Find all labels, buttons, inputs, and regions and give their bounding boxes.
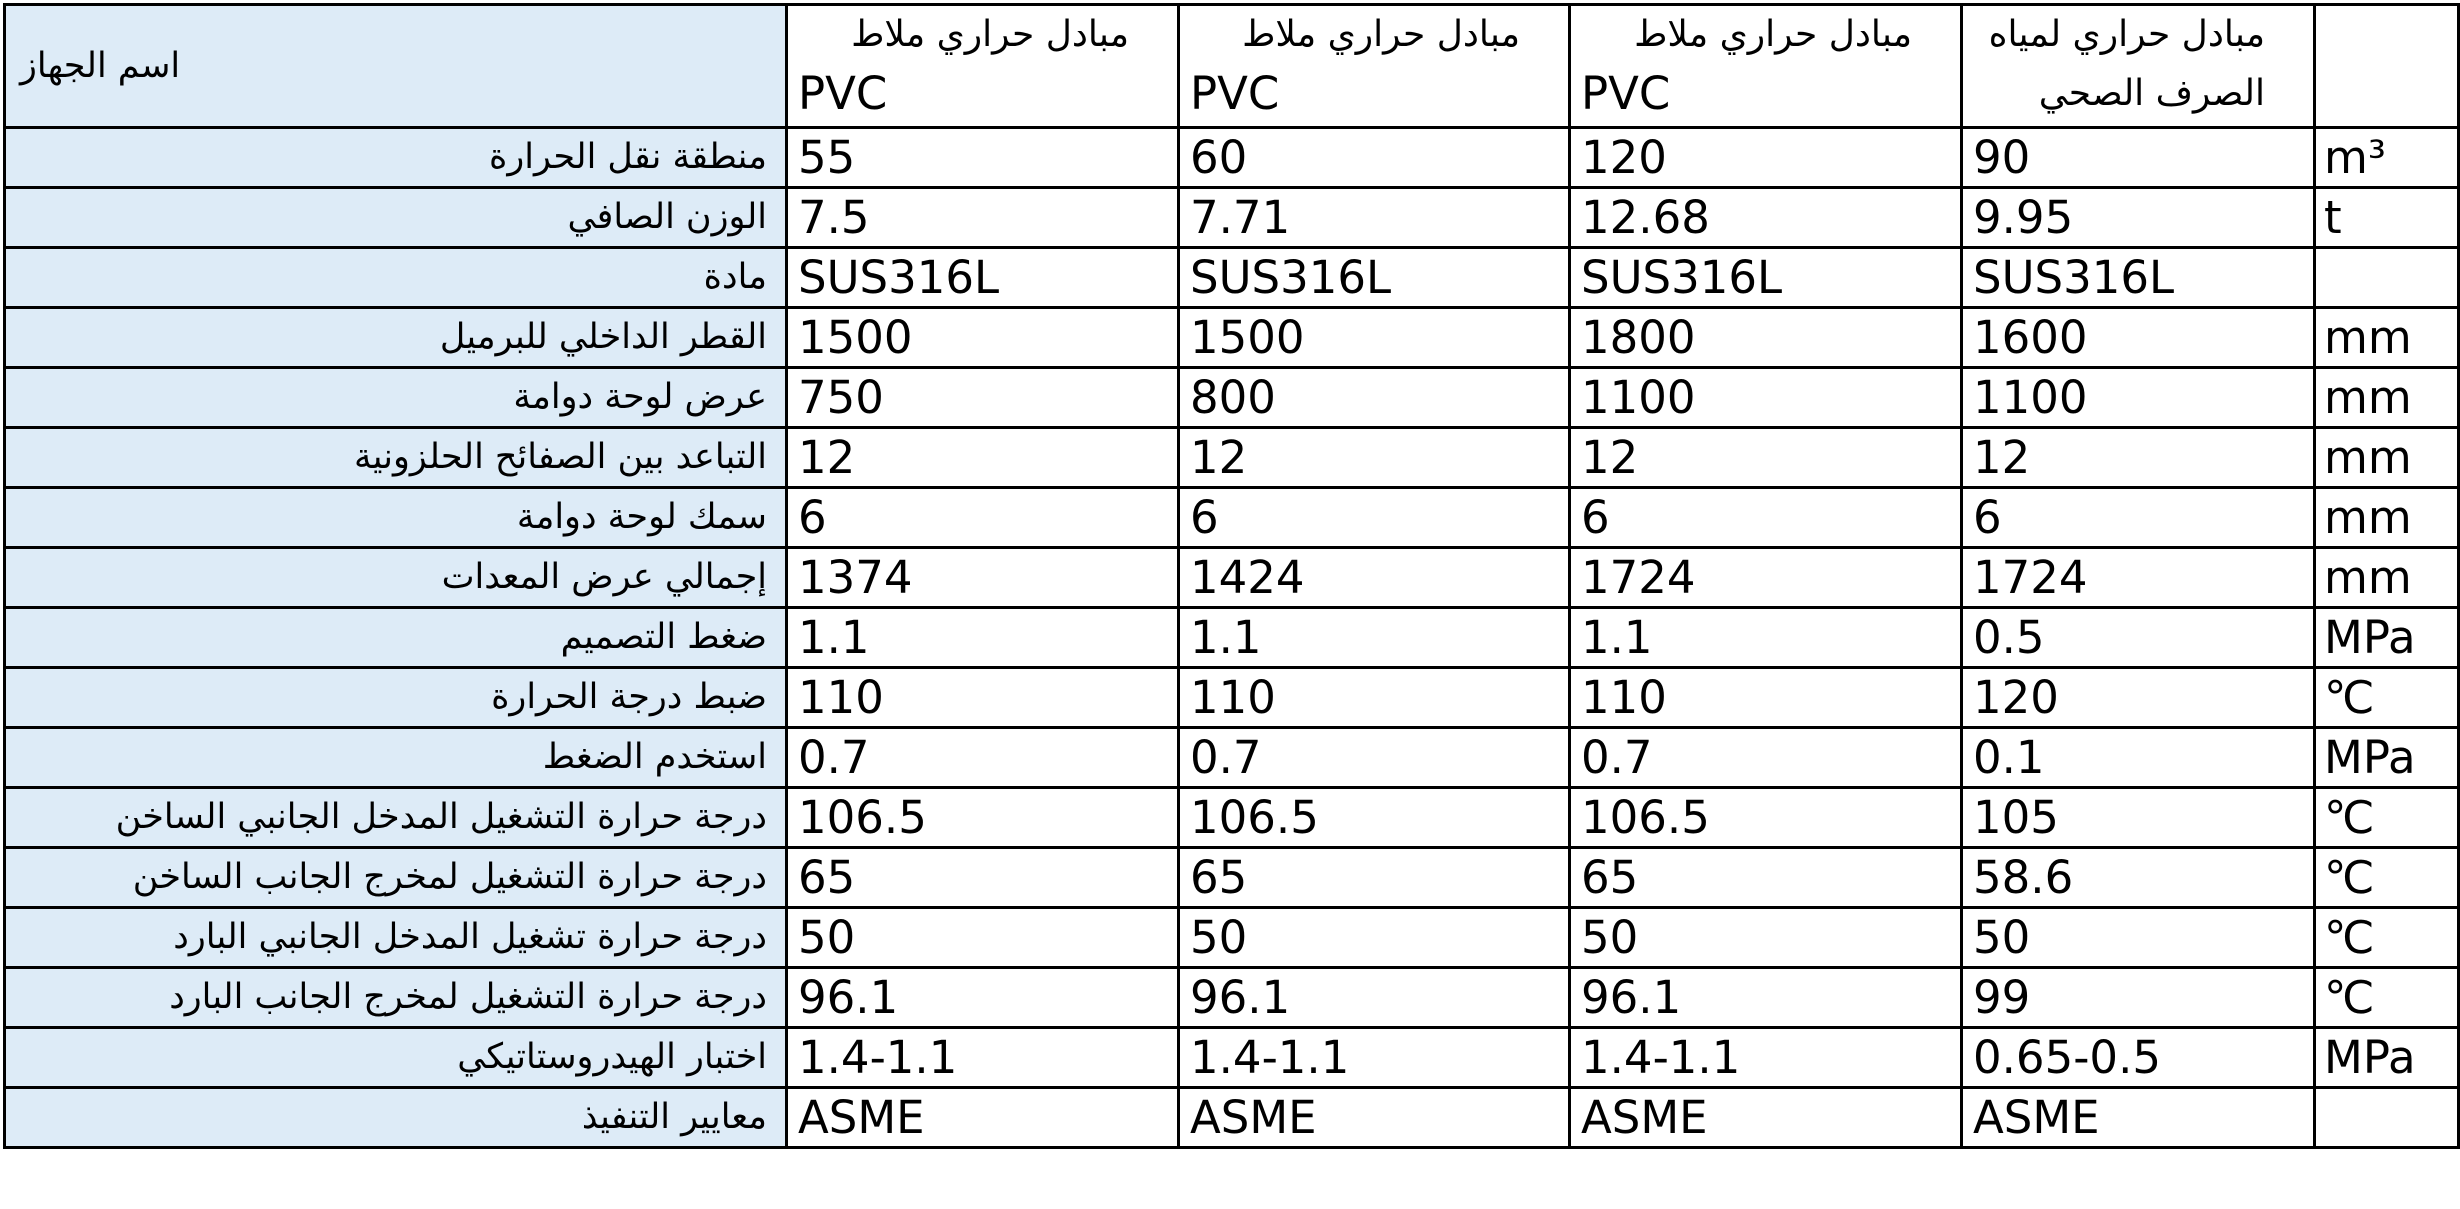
value-cell: 0.7 [1179,728,1570,788]
table-row [5,728,2459,788]
value-cell: 50 [787,908,1179,968]
value-cell: 1724 [1962,548,2315,608]
value-cell: 0.7 [1570,728,1962,788]
unit-cell: ℃ [2315,788,2459,848]
unit-cell [2315,248,2459,308]
header-row [5,5,2459,128]
unit-header [2315,5,2459,128]
column-header-subtitle: PVC [1190,67,1280,120]
unit-cell: mm [2315,548,2459,608]
device-name-header: اسم الجهاز [5,5,787,128]
row-label: ضبط درجة الحرارة [5,668,787,728]
row-label: درجة حرارة تشغيل المدخل الجانبي البارد [5,908,787,968]
value-cell: 12 [787,428,1179,488]
value-cell: 12 [1570,428,1962,488]
value-cell: 120 [1570,128,1962,188]
row-label: التباعد بين الصفائح الحلزونية [5,428,787,488]
value-cell: 1600 [1962,308,2315,368]
value-cell: 1100 [1570,368,1962,428]
value-cell: 750 [787,368,1179,428]
unit-cell: mm [2315,488,2459,548]
value-cell: 90 [1962,128,2315,188]
value-cell: 99 [1962,968,2315,1028]
value-cell: 50 [1179,908,1570,968]
row-label: سمك لوحة دوامة [5,488,787,548]
value-cell: 6 [787,488,1179,548]
value-cell: 1800 [1570,308,1962,368]
row-label: استخدم الضغط [5,728,787,788]
value-cell: 96.1 [787,968,1179,1028]
row-label: مادة [5,248,787,308]
unit-cell: ℃ [2315,668,2459,728]
row-label: إجمالي عرض المعدات [5,548,787,608]
table-row [5,608,2459,668]
value-cell: 106.5 [1179,788,1570,848]
value-cell: 7.5 [787,188,1179,248]
column-header-2 [1179,5,1570,128]
value-cell: 106.5 [1570,788,1962,848]
table-row [5,1088,2459,1148]
value-cell: 1424 [1179,548,1570,608]
row-label: درجة حرارة التشغيل لمخرج الجانب الساخن [5,848,787,908]
column-header-title: مبادل حراري ملاط [851,14,1129,55]
value-cell: 110 [1570,668,1962,728]
table-row [5,848,2459,908]
value-cell: SUS316L [1570,248,1962,308]
row-label: منطقة نقل الحرارة [5,128,787,188]
row-label: القطر الداخلي للبرميل [5,308,787,368]
unit-cell: mm [2315,428,2459,488]
value-cell: 106.5 [787,788,1179,848]
table-row [5,488,2459,548]
value-cell: 6 [1962,488,2315,548]
value-cell: 60 [1179,128,1570,188]
value-cell: 65 [787,848,1179,908]
value-cell: ASME [1962,1088,2315,1148]
table-row [5,548,2459,608]
column-header-3 [1570,5,1962,128]
value-cell: 1.1 [1570,608,1962,668]
value-cell: 12 [1962,428,2315,488]
column-header-subtitle: الصرف الصحي [2038,73,2265,114]
value-cell: 65 [1179,848,1570,908]
value-cell: 1.1 [1179,608,1570,668]
value-cell: 1724 [1570,548,1962,608]
column-header-subtitle: PVC [798,67,888,120]
table-row [5,248,2459,308]
value-cell: 12 [1179,428,1570,488]
column-header-title: مبادل حراري ملاط [1242,14,1520,55]
value-cell: 1500 [787,308,1179,368]
unit-cell: mm [2315,368,2459,428]
row-label: ضغط التصميم [5,608,787,668]
table-row [5,1028,2459,1088]
value-cell: 6 [1179,488,1570,548]
value-cell: 50 [1962,908,2315,968]
value-cell: 0.1 [1962,728,2315,788]
row-label: الوزن الصافي [5,188,787,248]
column-header-title: مبادل حراري ملاط [1634,14,1912,55]
unit-cell: ℃ [2315,908,2459,968]
value-cell: 6 [1570,488,1962,548]
value-cell: 110 [1179,668,1570,728]
value-cell: ASME [1179,1088,1570,1148]
value-cell: 1100 [1962,368,2315,428]
unit-cell: ℃ [2315,848,2459,908]
row-label: درجة حرارة التشغيل المدخل الجانبي الساخن [5,788,787,848]
value-cell: 110 [787,668,1179,728]
value-cell: 9.95 [1962,188,2315,248]
unit-cell: MPa [2315,608,2459,668]
value-cell: 55 [787,128,1179,188]
column-header-subtitle: PVC [1581,67,1671,120]
table-row [5,428,2459,488]
column-header-1 [787,5,1179,128]
table-row [5,968,2459,1028]
value-cell: 12.68 [1570,188,1962,248]
table-row [5,788,2459,848]
unit-cell: t [2315,188,2459,248]
value-cell: 50 [1570,908,1962,968]
value-cell: 1.4-1.1 [1570,1028,1962,1088]
value-cell: SUS316L [787,248,1179,308]
row-label: درجة حرارة التشغيل لمخرج الجانب البارد [5,968,787,1028]
specification-table [3,3,2460,1149]
value-cell: 1500 [1179,308,1570,368]
value-cell: 105 [1962,788,2315,848]
value-cell: 0.5 [1962,608,2315,668]
column-header-4 [1962,5,2315,128]
value-cell: 800 [1179,368,1570,428]
value-cell: SUS316L [1962,248,2315,308]
value-cell: 96.1 [1179,968,1570,1028]
specification-table-body [5,5,2459,1148]
table-row [5,668,2459,728]
table-row [5,128,2459,188]
value-cell: 1374 [787,548,1179,608]
value-cell: 1.4-1.1 [787,1028,1179,1088]
unit-cell: mm [2315,308,2459,368]
value-cell: 1.1 [787,608,1179,668]
unit-cell: MPa [2315,1028,2459,1088]
unit-cell: m³ [2315,128,2459,188]
table-row [5,188,2459,248]
table-row [5,368,2459,428]
value-cell: 0.7 [787,728,1179,788]
table-row [5,308,2459,368]
column-header-title: مبادل حراري لمياه [1988,14,2265,55]
row-label: معايير التنفيذ [5,1088,787,1148]
table-row [5,908,2459,968]
value-cell: 7.71 [1179,188,1570,248]
value-cell: 58.6 [1962,848,2315,908]
unit-cell: ℃ [2315,968,2459,1028]
value-cell: 120 [1962,668,2315,728]
value-cell: 65 [1570,848,1962,908]
value-cell: 96.1 [1570,968,1962,1028]
unit-cell: MPa [2315,728,2459,788]
value-cell: SUS316L [1179,248,1570,308]
row-label: اختبار الهيدروستاتيكي [5,1028,787,1088]
value-cell: 1.4-1.1 [1179,1028,1570,1088]
value-cell: ASME [1570,1088,1962,1148]
value-cell: 0.65-0.5 [1962,1028,2315,1088]
value-cell: ASME [787,1088,1179,1148]
row-label: عرض لوحة دوامة [5,368,787,428]
unit-cell [2315,1088,2459,1148]
